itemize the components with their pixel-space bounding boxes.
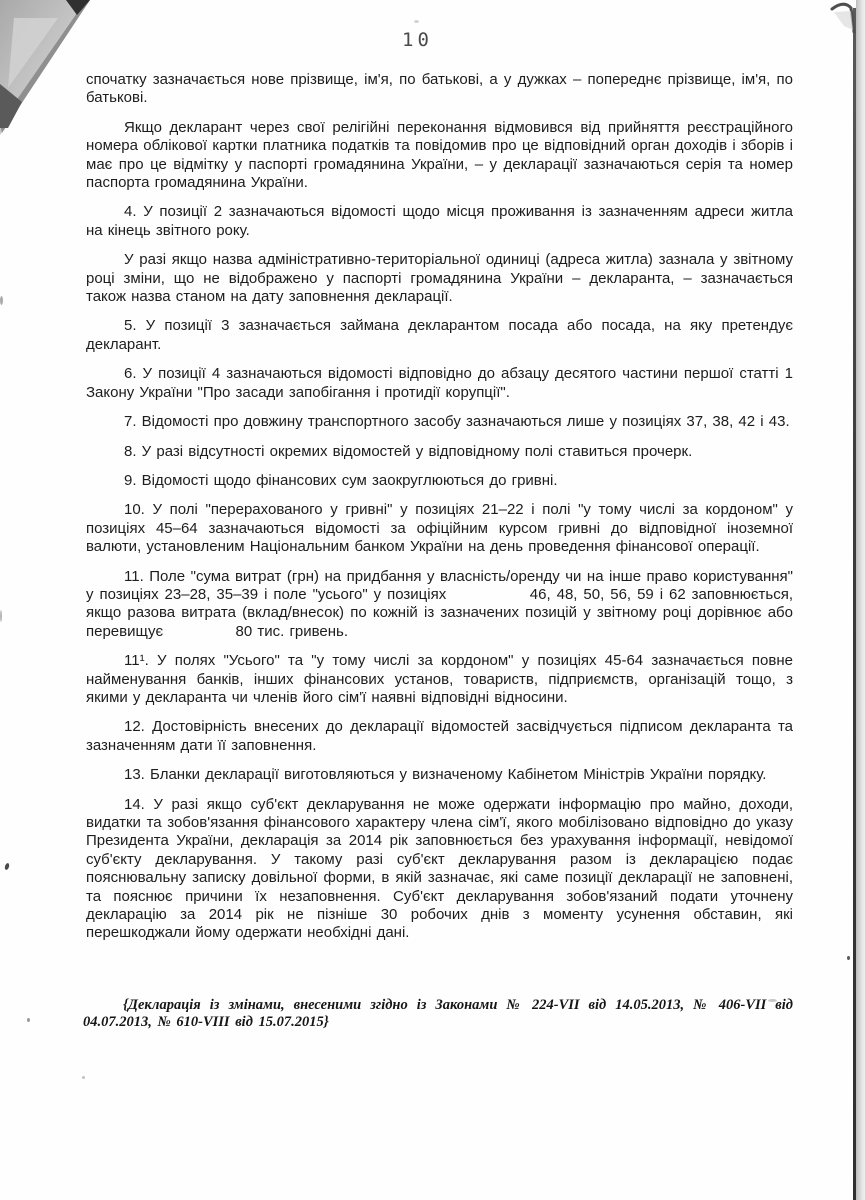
scan-speck <box>27 1018 30 1022</box>
paragraph: У разі якщо назва адміністративно-територіальної одиниці (адреса житла) зазнала у звітному році зміни, що не відображено у паспорті громадянина України – декларанта, – зазначається також назва станом на дату заповнення декларації. <box>86 251 793 306</box>
paragraph-item-6: 6. У позиції 4 зазначаються відомості відповідно до абзацу десятого частини першої статті 1 Закону України "Про засади запобігання і протидії корупції". <box>86 365 793 401</box>
scan-speck <box>847 956 850 960</box>
page-number: 10 <box>402 29 433 51</box>
scan-speck <box>0 610 2 622</box>
scan-speck <box>414 20 419 23</box>
scan-speck <box>4 863 10 871</box>
paragraph-item-8: 8. У разі відсутності окремих відомостей у відповідному полі ставиться прочерк. <box>124 442 693 460</box>
amendment-note: {Декларація із змінами, внесеними згідно із Законами № 224-VII від 14.05.2013, № 406-VII від 04.07.2013, № 610-VIII від 15.07.2015} <box>83 996 793 1031</box>
paragraph-item-4: 4. У позиції 2 зазначаються відомості щодо місця проживання із зазначенням адреси житла на кінець звітного року. <box>86 203 793 239</box>
paragraph-item-11-1: 11¹. У полях "Усього" та "у тому числі за кордоном" у позиціях 45-64 зазначається повне найменування банків, інших фінансових установ, товариств, підприємств, організацій тощо, з якими у декларанта чи членів його сім'ї наявні відповідні відносини. <box>86 652 793 706</box>
scan-edge-strip <box>856 0 865 1200</box>
paragraph-item-12: 12. Достовірність внесених до декларації відомостей засвідчується підписом декларанта та зазначенням дати її заповнення. <box>86 718 793 754</box>
paragraph-item-10: 10. У полі "перерахованого у гривні" у позиціях 21–22 і полі "у тому числі за кордоном" у позиціях 45–64 зазначаються відомості за офіційним курсом гривні до відповідної іноземної валюти, установленим Національним банком України на день проведення фінансової операції. <box>86 501 793 556</box>
scan-speck <box>82 1076 85 1079</box>
scan-edge-hook <box>824 0 864 36</box>
scan-edge-line <box>853 8 856 1200</box>
paragraph: Якщо декларант через свої релігійні переконання відмовився від прийняття реєстраційного номера облікової картки платника податків та повідомив про це відповідний орган доходів і зборів і має про це відмітку у паспорті громадянина України, – у декларації зазначаються серія та номер паспорта громадянина України. <box>86 118 793 192</box>
paragraph-item-11: 11. Поле "сума витрат (грн) на придбання у власність/оренду чи на інше право користування" у позиціях 23–28, 35–39 і поле "усього" у позиціях 46, 48, 50, 56, 59 і 62 заповнюється, якщо разова витрата (вклад/внесок) по кожній із зазначених позицій у звітному році дорівнює або перевищує 80 тис. гривень. <box>86 567 793 640</box>
paragraph-item-7: 7. Відомості про довжину транспортного засобу зазначаються лише у позиціях 37, 38, 42 і 43. <box>124 413 790 431</box>
paragraph-item-14: 14. У разі якщо суб'єкт декларування не може одержати інформацію про майно, доходи, видатки та зобов'язання фінансового характеру члена сім'ї, якого мобілізовано відповідно до указу Президента України, декларація за 2014 рік заповнюється без урахування інформації, невідомої суб'єкту декларування. У такому разі суб'єкт декларування разом із декларацією подає пояснювальну записку довільної форми, в якій зазначає, які саме позиції декларації не заповнені, та пояснює причини їх незаповнення. Суб'єкт декларування зобов'язаний подати уточнену декларацію за 2014 рік не пізніше 30 робочих днів з моменту усунення обставин, які перешкоджали йому одержати необхідні дані. <box>86 795 793 942</box>
scan-speck <box>0 296 3 305</box>
paragraph-item-9: 9. Відомості щодо фінансових сум заокруглюються до гривні. <box>124 471 558 489</box>
paragraph-item-5: 5. У позиції 3 зазначається займана декларантом посада або посада, на яку претендує декларант. <box>86 317 793 353</box>
document-body <box>83 71 793 1032</box>
paragraph-item-13: 13. Бланки декларації виготовляються у визначеному Кабінетом Міністрів України порядку. <box>124 766 767 784</box>
paragraph-continuation: спочатку зазначається нове прізвище, ім'я, по батькові, а у дужках – попереднє прізвище, ім'я, по батькові. <box>86 71 793 107</box>
